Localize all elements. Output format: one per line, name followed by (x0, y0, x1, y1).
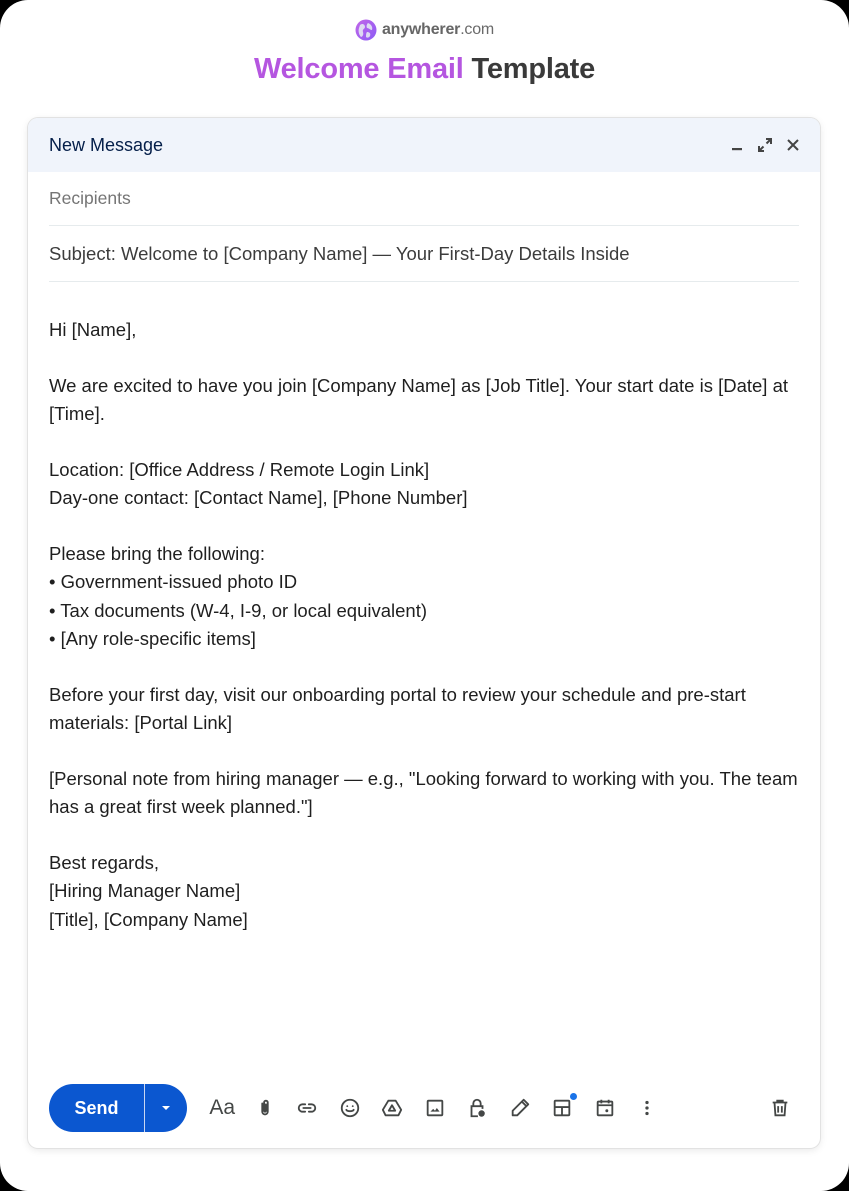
recipients-field[interactable] (49, 172, 799, 226)
signoff: Best regards, (49, 851, 160, 873)
title-rest: Template (463, 53, 596, 85)
logistics-paragraph (49, 456, 799, 513)
bring-heading: Please bring the following: (49, 542, 265, 564)
brand-header (0, 19, 849, 41)
bring-item: • [Any role-specific items] (49, 628, 256, 649)
subject-field[interactable] (49, 226, 799, 282)
send-button[interactable]: Send (74, 1097, 119, 1118)
title-accent: Welcome Email (253, 53, 464, 85)
close-icon[interactable] (784, 136, 802, 154)
discard-icon[interactable] (760, 1088, 800, 1128)
signature-icon[interactable] (499, 1088, 542, 1128)
confidential-icon[interactable] (456, 1088, 499, 1128)
signature-block (49, 849, 799, 935)
compose-toolbar (49, 1084, 800, 1132)
greeting: Hi [Name], (49, 319, 137, 340)
signer-name: [Hiring Manager Name] (49, 880, 241, 901)
minimize-icon[interactable] (728, 136, 746, 154)
page-title (0, 53, 849, 86)
bring-item: • Tax documents (W-4, I-9, or local equivalent) (49, 599, 428, 621)
personal-note: [Personal note from hiring manager — e.g., "Looking forward to working with you. The team has a great first week planned."] (49, 767, 798, 817)
layouts-icon[interactable] (541, 1088, 584, 1128)
more-options-icon[interactable] (626, 1088, 669, 1128)
location-line: Location: [Office Address / Remote Login Link] (49, 458, 430, 480)
intro-paragraph: We are excited to have you join [Company Name] as [Job Title]. Your start date is [Date] at [Time]. (49, 374, 789, 424)
attach-icon[interactable] (244, 1088, 287, 1128)
compose-header (28, 118, 820, 172)
new-feature-dot (570, 1093, 577, 1100)
message-body[interactable] (28, 282, 820, 934)
expand-icon[interactable] (756, 136, 774, 154)
window-controls (728, 136, 802, 154)
compose-title: New Message (49, 134, 164, 155)
compose-window (28, 118, 820, 1148)
bring-list (49, 540, 799, 654)
formatting-icon[interactable]: Aa (209, 1096, 236, 1119)
brand-name: anywherer.com (381, 21, 495, 38)
formatting-tools (201, 1088, 669, 1128)
caret-down-icon (159, 1101, 173, 1115)
signer-title: [Title], [Company Name] (49, 908, 248, 930)
subject-text: Subject: Welcome to [Company Name] — Your First-Day Details Inside (49, 242, 630, 264)
portal-paragraph: Before your first day, visit our onboarding portal to review your schedule and pre-start materials: [Portal Link] (49, 683, 746, 733)
globe-logo-icon (355, 19, 377, 41)
recipients-placeholder: Recipients (49, 188, 131, 208)
schedule-icon[interactable] (584, 1088, 627, 1128)
drive-icon[interactable] (371, 1088, 414, 1128)
link-icon[interactable] (286, 1088, 329, 1128)
send-options-button[interactable] (145, 1084, 187, 1132)
send-button-group (49, 1084, 187, 1132)
contact-line: Day-one contact: [Contact Name], [Phone Number] (49, 487, 468, 508)
photo-icon[interactable] (414, 1088, 457, 1128)
emoji-icon[interactable] (329, 1088, 372, 1128)
bring-item: • Government-issued photo ID (49, 571, 298, 592)
